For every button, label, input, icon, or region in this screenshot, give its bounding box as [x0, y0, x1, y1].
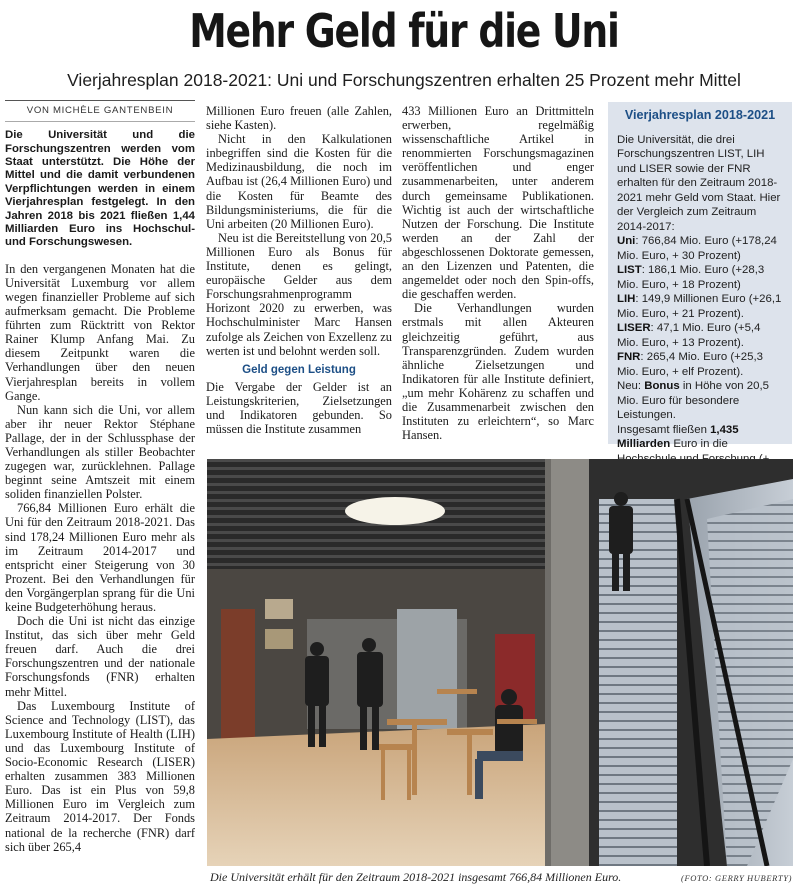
info-box-item: LISER: 47,1 Mio. Euro (+5,4 Mio. Euro, + 13 Prozent).	[617, 322, 761, 349]
headline: Mehr Geld für die Uni	[189, 4, 619, 58]
info-box-title: Vierjahresplan 2018-2021	[624, 108, 776, 122]
body-paragraph: Doch die Uni ist nicht das einzige Institut, das sich über mehr Geld freuen darf. Auch die drei Forschungszentren und der nationale Forschungsfonds (FNR) erhalten mehr Mittel.	[5, 614, 195, 699]
info-box-intro: Die Universität, die drei Forschungszentren LIST, LIH und LISER sowie der FNR erhalten für den Zeitraum 2018-2021 mehr Geld vom Staat. Hier der Vergleich zum Zeitraum 2014-2017:	[617, 133, 781, 233]
article-column-1	[5, 100, 195, 854]
info-box-item: LIH: 149,9 Millionen Euro (+26,1 Mio. Euro, + 21 Prozent).	[617, 293, 782, 320]
article-column-2	[206, 104, 392, 436]
body-paragraph: Die Vergabe der Gelder ist an Leistungskriterien, Zielsetzungen und Indikatoren gebunden. So müssen die Institute zusammen	[206, 379, 392, 437]
body-paragraph: 433 Millionen Euro an Drittmitteln erwerben, regelmäßig wissenschaftliche Artikel in renommierten Forschungsmagazinen veröffentlichen und enger zusammenarbeiten, unter anderem durch gemeinsame Publikationen. Wichtig ist auch der wirtschaftliche Nutzen der Forschung. Die Institute werden an der Zahl der abgeschlossenen Doktorate gemessen, an den Lizenzen und Patenten, die angemeldet oder noch den Spin-offs, die geschaffen werden.	[402, 104, 594, 302]
body-paragraph: Nun kann sich die Uni, vor allem aber ihr neuer Rektor Stéphane Pallage, der in der Schlussphase der Verhandlungen als stiller Beobachter zugegen war, zurücklehnen. Pallage beginnt seine Amtszeit mit einem soliden finanziellen Polster.	[5, 402, 195, 502]
byline: VON MICHÈLE GANTENBEIN	[5, 100, 195, 122]
body-paragraph: In den vergangenen Monaten hat die Universität Luxemburg vor allem wegen finanzieller Probleme auf sich aufmerksam gemacht. Die Probleme führten zum Rücktritt von Rektor Rainer Klump Anfang Mai. Zu diesem Zeitpunkt waren die Verhandlungen über den neuen Vierjahresplan bereits in vollem Gange.	[5, 261, 195, 403]
info-box-item: FNR: 265,4 Mio. Euro (+25,3 Mio. Euro, + elf Prozent).	[617, 351, 763, 378]
info-box-item: Uni: 766,84 Mio. Euro (+178,24 Mio. Euro, + 30 Prozent)	[617, 235, 777, 262]
body-paragraph: Nicht in den Kalkulationen inbegriffen sind die Kosten für die Medizinausbildung, die noch im Aufbau ist (26,4 Millionen Euro) und die Kosten für Beamte des Bildungsministeriums, die für die Uni arbeiten (20 Millionen Euro).	[206, 132, 392, 231]
lead-paragraph: Die Universität und die Forschungszentren werden vom Staat unterstützt. Die Höhe der Mittel und die damit verbundenen Verpflichtungen werden in einem Vierjahresplan festgelegt. In den Jahren 2018 bis 2021 fließen 1,44 Milliarden Euro ins Hochschul- und Forschungswesen.	[5, 129, 195, 249]
body-paragraph: Das Luxembourg Institute of Science and Technology (LIST), das Luxembourg Institute of Health (LIH) und das Luxembourg Institute of Socio-Economic Research (LISER) erhalten zusammen 383 Millionen Euro. Das ist ein Plus von 59,8 Millionen Euro im Vergleich zum Zeitraum 2014-2017. Der Fonds national de la recherche (FNR) darf sich über 265,4	[5, 698, 195, 854]
info-box	[608, 102, 792, 450]
info-box-total: Insgesamt fließen 1,435 Milliarden Euro in die	[617, 423, 739, 450]
body-paragraph: Die Verhandlungen wurden erstmals mit allen Akteuren gleichzeitig geführt, aus Transparenzgründen. Zudem wurden ähnliche Zielsetzungen und Indikatoren für alle Institute definiert, „um mehr Kohärenz zu schaffen und die Zusammenarbeit zwischen den Instituten zu erleichtern“, so Marc Hansen.	[402, 301, 594, 443]
body-paragraph: Neu ist die Bereitstellung von 20,5 Millionen Euro als Bonus für Institute, denen es gelingt, europäische Gelder aus dem Forschungsrahmenprogramm Horizont 2020 zu erwerben, was Hochschulminister Marc Hansen zufolge als Zeichen von Exzellenz zu werten ist und belohnt werden soll.	[206, 230, 392, 358]
info-box-bonus: Neu: Bonus in Höhe von 20,5 Mio. Euro für besondere Leistungen.	[617, 380, 769, 421]
university-hall-illustration	[207, 459, 793, 866]
photo-credit: (FOTO: GERRY HUBERTY)	[681, 873, 792, 883]
subheadline: Vierjahresplan 2018-2021: Uni und Forschungszentren erhalten 25 Prozent mehr Mittel	[67, 70, 741, 90]
section-subhead: Geld gegen Leistung	[242, 363, 356, 376]
body-paragraph: 766,84 Millionen Euro erhält die Uni für den Zeitraum 2018-2021. Das sind 178,24 Millionen Euro mehr als im Zeitraum 2014-2017 und entspricht einer Steigerung von 30 Prozent. Bei den Verhandlungen für den Vorgängerplan sprang für die Uni keine Budgeterhöhung heraus.	[5, 501, 195, 614]
article-photo	[207, 459, 793, 866]
body-paragraph: Millionen Euro freuen (alle Zahlen, siehe Kasten).	[206, 104, 392, 133]
photo-caption: Die Universität erhält für den Zeitraum 2018-2021 insgesamt 766,84 Millionen Euro.	[210, 870, 622, 884]
article-column-3	[402, 104, 594, 442]
info-box-item: LIST: 186,1 Mio. Euro (+28,3 Mio. Euro, + 18 Prozent)	[617, 264, 765, 291]
